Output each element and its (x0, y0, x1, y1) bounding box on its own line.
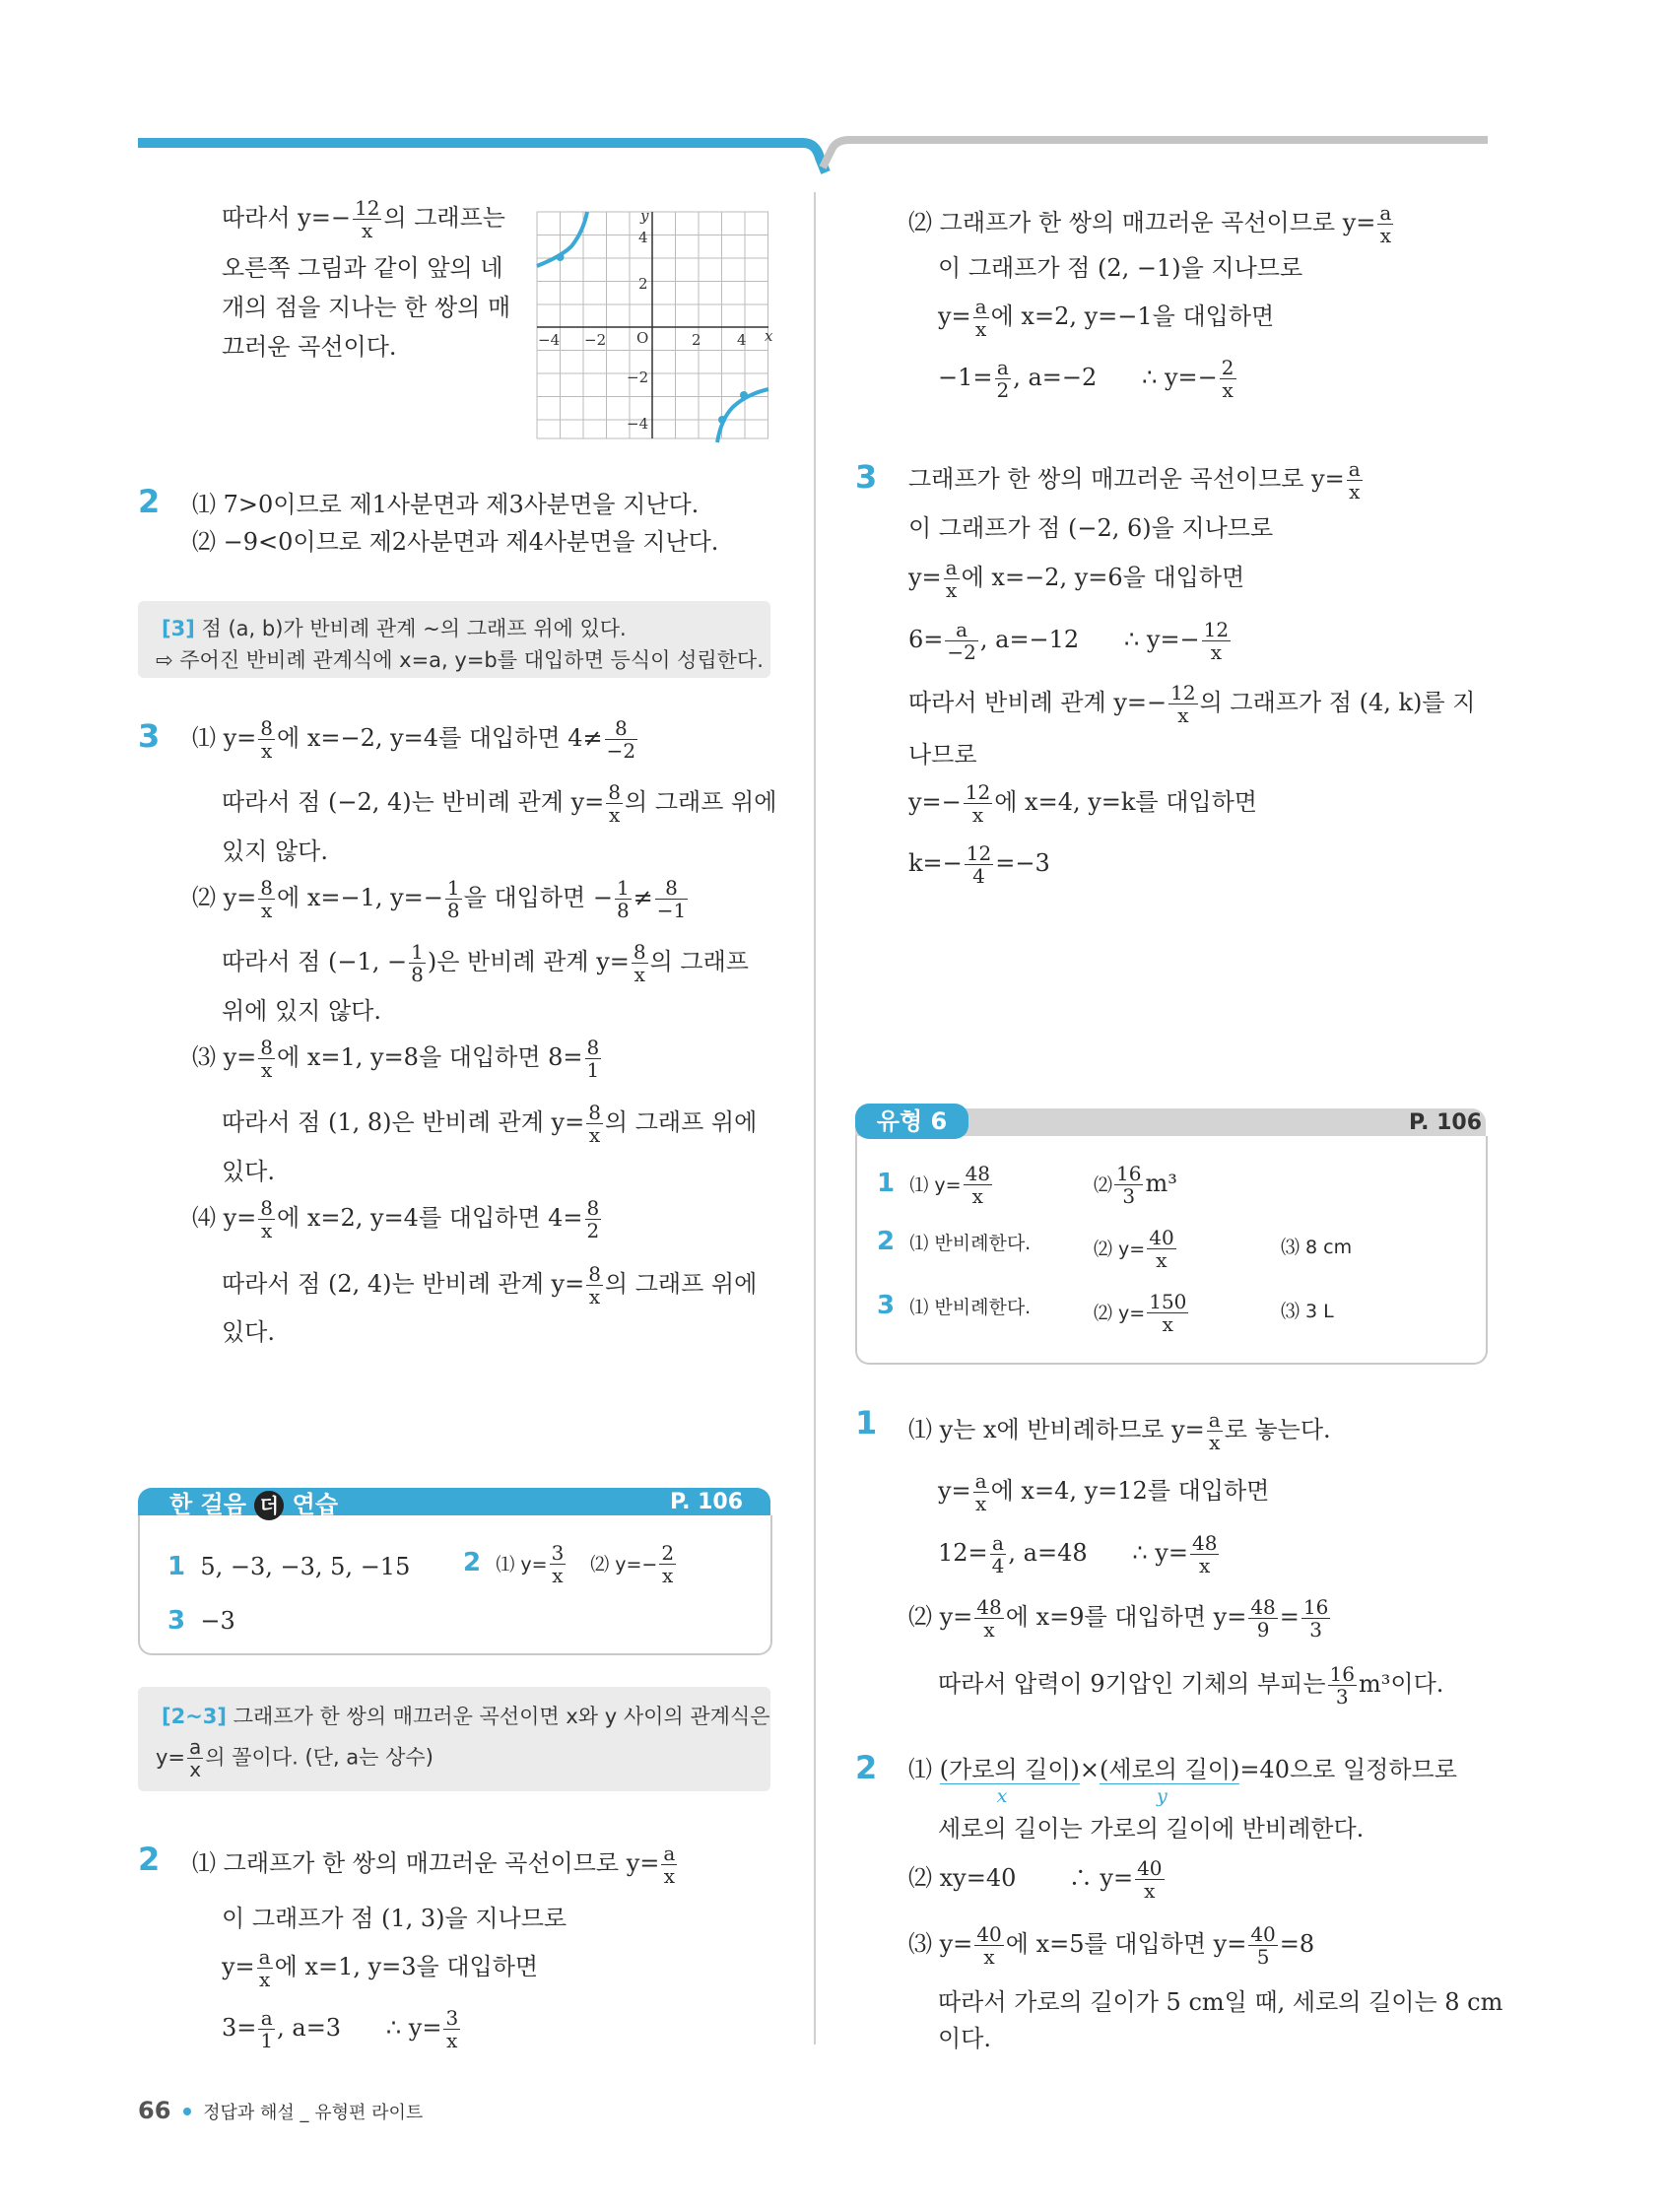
text-line: 이 그래프가 점 (1, 3)을 지나므로 (222, 1905, 567, 1932)
text: 에 x=2, y=4를 대입하면 4= (277, 1204, 583, 1232)
text: 따라서 점 (−1, − (222, 948, 408, 975)
fraction: $\frac{8}{x}$ (260, 716, 274, 763)
text: 의 그래프 위에 (604, 1108, 758, 1136)
text: 을 대입하면 − (463, 884, 613, 911)
text-line: 끄러운 곡선이다. (222, 333, 397, 361)
text-line: 이 그래프가 점 (2, −1)을 지나므로 (938, 254, 1303, 282)
tick-label: −2 (584, 331, 607, 349)
text: = (1279, 1603, 1300, 1631)
text: 에 x=1, y=3을 대입하면 (274, 1953, 539, 1980)
text: 6= (908, 626, 944, 653)
text: ⑵ y= (908, 1603, 973, 1631)
text: ∴ y= (1068, 1864, 1134, 1892)
text: 에 x=5를 대입하면 y= (1005, 1930, 1247, 1958)
text: 따라서 반비례 관계 y=− (908, 689, 1168, 716)
answer-text: m³ (1145, 1170, 1177, 1197)
tick-label: 2 (692, 331, 701, 349)
text-line: 있다. (222, 1318, 275, 1346)
fraction: $\frac{1}{8}$ (411, 940, 424, 986)
text: m³이다. (1359, 1670, 1444, 1698)
problem-number: 2 (138, 1841, 161, 1878)
text: 12= (938, 1539, 988, 1567)
answer-number: 1 (877, 1169, 896, 1198)
text: 에 x=4, y=12를 대입하면 (990, 1477, 1270, 1505)
page-number: 66 (138, 2097, 171, 2124)
header-bar (0, 0, 1668, 177)
footer (138, 2097, 423, 2124)
tick-label: 4 (737, 331, 747, 349)
text: , a=3 (277, 2014, 342, 2042)
text: ⑴ (908, 1756, 932, 1783)
answer-text: ⑵ y= (1094, 1239, 1146, 1260)
text-line: 세로의 길이는 가로의 길이에 반비례한다. (938, 1815, 1365, 1843)
text: y= (938, 1477, 971, 1505)
text: 에 x=1, y=8을 대입하면 8= (277, 1043, 583, 1071)
type6-title: 유형 6 (855, 1104, 968, 1139)
text: 에 x=−1, y=− (277, 884, 443, 911)
problem-number: 1 (855, 1404, 878, 1441)
text: y=− (908, 788, 962, 816)
text: ∴ y=− (1123, 626, 1200, 653)
fraction: $\frac{8}{-1}$ (656, 876, 687, 922)
text: y= (222, 1953, 255, 1980)
text: 의 그래프는 (383, 204, 505, 232)
text: −1= (938, 364, 993, 391)
fraction: $\frac{8}{x}$ (608, 780, 622, 827)
fraction: $\frac{8}{2}$ (586, 1196, 600, 1242)
hint-text: ⇨ 주어진 반비례 관계식에 x=a, y=b를 대입하면 등식이 성립한다. (156, 648, 764, 672)
tick-label: 4 (638, 229, 648, 246)
answer-text: ⑴ y= (909, 1174, 962, 1196)
hint-tag: [3] (162, 617, 195, 640)
text: 에 x=−2, y=6을 대입하면 (961, 564, 1245, 591)
hint-box (138, 601, 770, 678)
text: (세로의 길이) (1100, 1756, 1240, 1783)
text: , a=−12 (979, 626, 1080, 653)
text-line: 나므로 (908, 741, 977, 769)
text: 에 x=9를 대입하면 y= (1005, 1603, 1247, 1631)
answer-text: −3 (200, 1607, 235, 1635)
problem-number: 3 (138, 717, 161, 755)
text: 에 x=4, y=k를 대입하면 (994, 788, 1257, 816)
text: 의 그래프 (649, 948, 749, 975)
text: ⑴ y= (192, 724, 257, 752)
hint-tag: [2~3] (162, 1705, 228, 1728)
text: 따라서 점 (−2, 4)는 반비례 관계 y= (222, 788, 605, 816)
hyperbola-graph (532, 207, 773, 443)
text: ⑵ 그래프가 한 쌍의 매끄러운 곡선이므로 y= (908, 209, 1376, 236)
text: 의 그래프 위에 (625, 788, 777, 816)
text-line: 개의 점을 지나는 한 쌍의 매 (222, 294, 511, 321)
text: =40으로 일정하므로 (1239, 1756, 1457, 1783)
fraction: $\frac{12}{x}$ (354, 196, 380, 242)
text-line: 오른쪽 그림과 같이 앞의 네 (222, 254, 503, 282)
answer-text: ⑶ 8 cm (1281, 1237, 1353, 1258)
tick-label: −4 (627, 415, 649, 433)
text: 3= (222, 2014, 257, 2042)
problem-number: 2 (138, 483, 161, 520)
text: 로 놓는다. (1224, 1416, 1331, 1443)
text: 에 x=−2, y=4를 대입하면 4≠ (277, 724, 603, 752)
text: k=− (908, 849, 963, 877)
y-axis-label: y (640, 207, 649, 225)
text: 의 그래프가 점 (4, k)를 지 (1199, 689, 1476, 716)
answer-number: 1 (167, 1552, 186, 1581)
answer-text: 5, −3, −3, 5, −15 (200, 1553, 411, 1580)
text: (가로의 길이) (939, 1756, 1080, 1783)
fraction: $\frac{8}{-2}$ (606, 716, 636, 763)
fraction: $\frac{8}{x}$ (588, 1262, 601, 1308)
text: y= (938, 302, 971, 330)
text-line: 이 그래프가 점 (−2, 6)을 지나므로 (908, 514, 1274, 542)
text-line: 위에 있지 않다. (222, 997, 381, 1025)
text-line: ⑴ 7>0이므로 제1사분면과 제3사분면을 지난다. (192, 491, 700, 518)
text: ⑶ y= (908, 1930, 973, 1958)
footer-dot (183, 2108, 191, 2115)
text: y= (908, 564, 942, 591)
text: ⑵ y= (192, 884, 257, 911)
x-axis-label: x (765, 327, 773, 345)
text-line: 이다. (938, 2025, 991, 2052)
problem-number: 2 (855, 1749, 878, 1786)
text: =8 (1279, 1930, 1315, 1958)
hint-text: 의 꼴이다. (단, a는 상수) (205, 1745, 434, 1770)
text: 따라서 점 (1, 8)은 반비례 관계 y= (222, 1108, 585, 1136)
practice-title: 한 걸음 더 연습 (169, 1491, 339, 1518)
text-line: 있지 않다. (222, 838, 328, 865)
problem-number: 3 (855, 458, 878, 496)
fraction: $\frac{8}{x}$ (260, 1196, 274, 1242)
answer-text: ⑵ (1094, 1174, 1113, 1196)
text: ≠ (633, 884, 653, 911)
text: 의 그래프 위에 (604, 1270, 758, 1298)
text: , a=−2 (1013, 364, 1098, 391)
answer-text: ⑵ y=− (590, 1554, 658, 1575)
text-line: ⑵ −9<0이므로 제2사분면과 제4사분면을 지난다. (192, 528, 719, 556)
text-line: 따라서 가로의 길이가 5 cm일 때, 세로의 길이는 8 cm (938, 1988, 1503, 2016)
answer-text: ⑵ y= (1094, 1303, 1146, 1324)
text: 에 x=2, y=−1을 대입하면 (990, 302, 1275, 330)
answer-text: ⑴ 반비례한다. (909, 1233, 1032, 1254)
answer-number: 3 (877, 1291, 896, 1320)
fraction: $\frac{8}{x}$ (633, 940, 646, 986)
fraction: $\frac{1}{8}$ (616, 876, 630, 922)
text: ⑶ y= (192, 1043, 257, 1071)
tick-label: −4 (538, 331, 561, 349)
answer-text: ⑴ 반비례한다. (909, 1297, 1032, 1318)
text: 따라서 압력이 9기압인 기체의 부피는 (938, 1670, 1326, 1698)
tick-label: −2 (627, 369, 649, 386)
hint-text: 그래프가 한 쌍의 매끄러운 곡선이면 x와 y 사이의 관계식은 (233, 1705, 770, 1728)
text: 그래프가 한 쌍의 매끄러운 곡선이므로 y= (908, 465, 1345, 493)
text: ⑵ xy=40 (908, 1864, 1017, 1892)
hint-text: 점 (a, b)가 반비례 관계 ~의 그래프 위에 있다. (201, 617, 627, 640)
type6-page-ref: P. 106 (1409, 1110, 1483, 1135)
fraction: $\frac{8}{x}$ (260, 876, 274, 922)
fraction: $\frac{8}{x}$ (260, 1036, 274, 1082)
text: ⑴ y는 x에 반비례하므로 y= (908, 1416, 1205, 1443)
text: =−3 (995, 849, 1050, 877)
answer-number: 2 (463, 1548, 482, 1577)
fraction: $\frac{1}{8}$ (446, 876, 460, 922)
answer-number: 3 (167, 1606, 186, 1636)
origin-label: O (636, 329, 649, 347)
text: , a=48 (1008, 1539, 1088, 1567)
tick-label: 2 (638, 275, 648, 293)
text: ∴ y=− (1142, 364, 1218, 391)
text: ∴ y= (1132, 1539, 1188, 1567)
text: ⑷ y= (192, 1204, 257, 1232)
practice-page-ref: P. 106 (670, 1490, 744, 1514)
fraction: $\frac{8}{1}$ (586, 1036, 600, 1082)
hint-text: y= (156, 1745, 186, 1770)
hint-box: [2~3] 그래프가 한 쌍의 매끄러운 곡선이면 x와 y 사이의 관계식은 y= $\frac{a}{x}$ 의 꼴이다. (단, a는 상수) (138, 1687, 770, 1791)
text: × (1079, 1756, 1101, 1783)
text: )은 반비례 관계 y= (427, 948, 630, 975)
text-line: 있다. (222, 1158, 275, 1185)
footer-text: 정답과 해설 _ 유형편 라이트 (203, 2103, 424, 2123)
answer-text: ⑴ y= (496, 1554, 548, 1575)
answer-number: 2 (877, 1227, 896, 1256)
fraction: $\frac{8}{x}$ (588, 1101, 601, 1147)
text: 따라서 y=− (222, 204, 351, 232)
text: 따라서 점 (2, 4)는 반비례 관계 y= (222, 1270, 585, 1298)
column-divider (814, 192, 816, 2044)
text: ∴ y= (385, 2014, 442, 2042)
text: ⑴ 그래프가 한 쌍의 매끄러운 곡선이므로 y= (192, 1849, 660, 1877)
answer-text: ⑶ 3 L (1281, 1301, 1334, 1322)
